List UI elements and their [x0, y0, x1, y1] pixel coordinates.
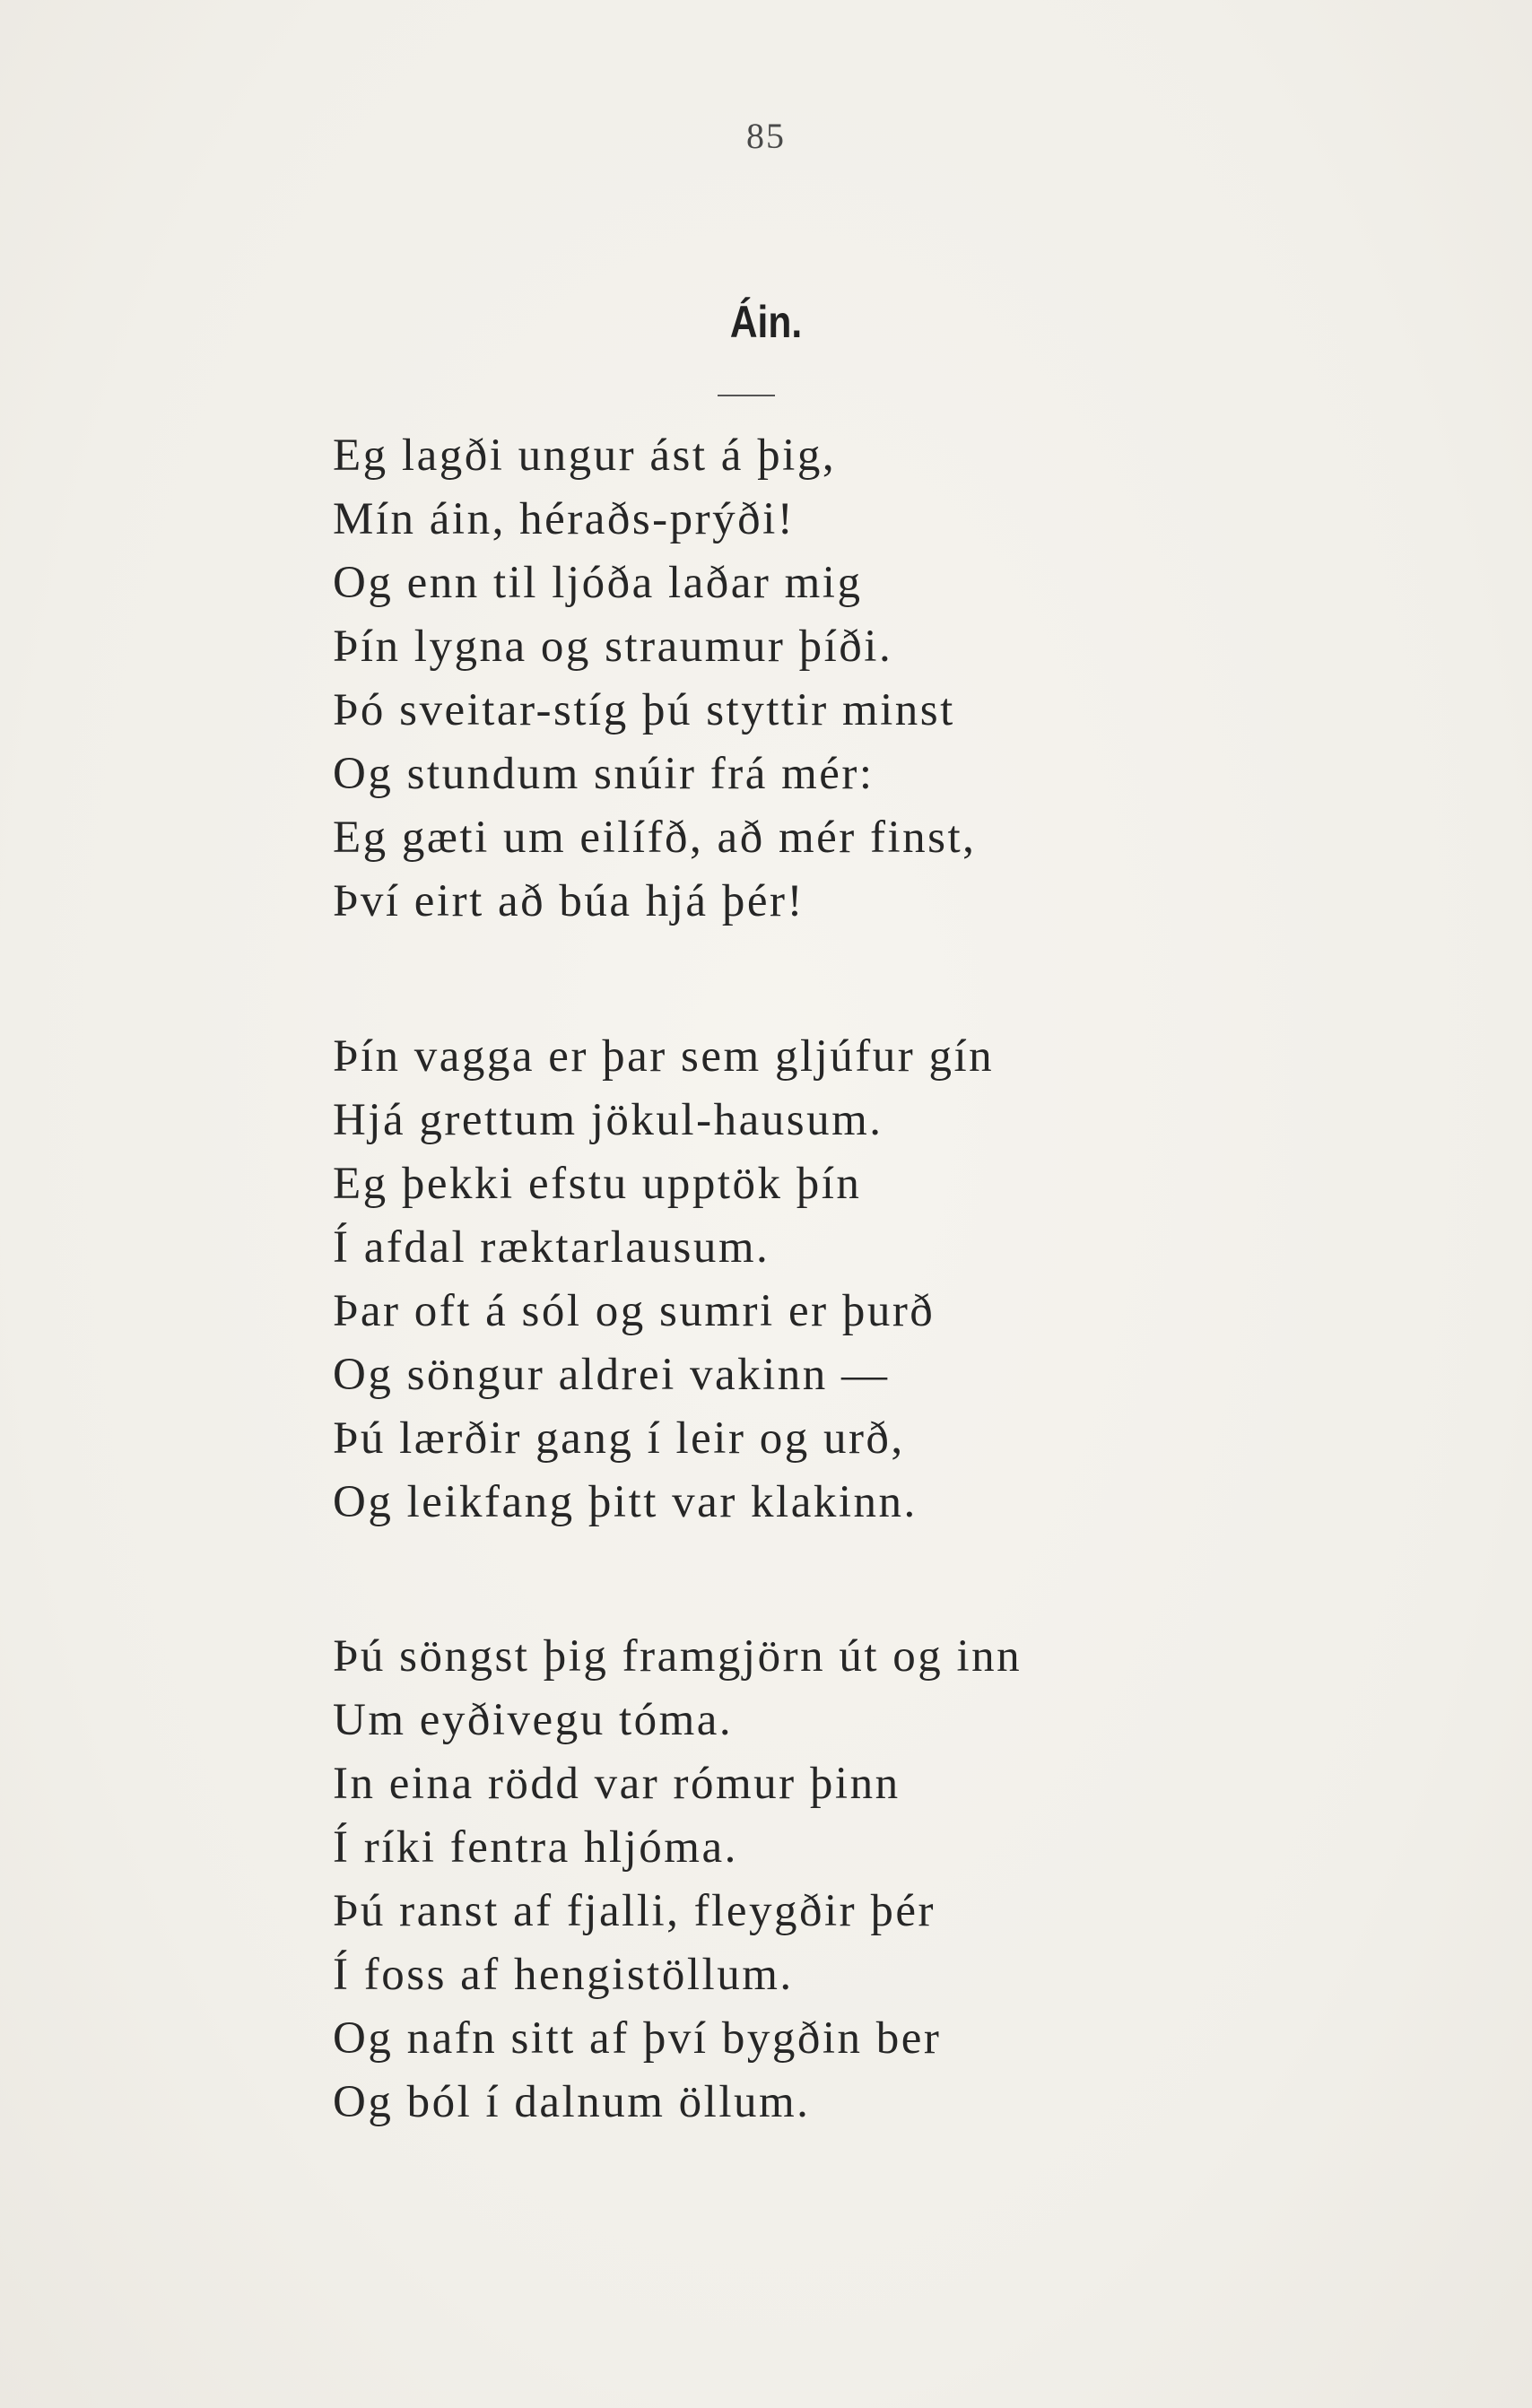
poem-title: Áin. — [729, 297, 803, 347]
poem-line: Í afdal ræktarlausum. — [333, 1222, 770, 1273]
poem-line: Og leikfang þitt var klakinn. — [333, 1477, 918, 1527]
poem-line: Þín lygna og straumur þíði. — [333, 622, 893, 672]
poem-line: Þú söngst þig framgjörn út og inn — [333, 1631, 1023, 1682]
stanza-2 — [333, 1025, 1230, 1534]
poem-line: Því eirt að búa hjá þér! — [333, 876, 805, 926]
stanza-3 — [333, 1625, 1230, 2134]
poem-line: Og ból í dalnum öllum. — [333, 2077, 811, 2127]
poem-line: Eg þekki efstu upptök þín — [333, 1159, 862, 1209]
poem-line: Þar oft á sól og sumri er þurð — [333, 1286, 936, 1336]
poem-line: Eg lagði ungur ást á þig, — [333, 430, 837, 481]
poem-line: Og söngur aldrei vakinn — — [333, 1350, 890, 1400]
stanza-1 — [333, 424, 1230, 934]
poem-line: Um eyðivegu tóma. — [333, 1695, 734, 1745]
poem-line: Og stundum snúir frá mér: — [333, 749, 875, 799]
poem-line: Þú ranst af fjalli, fleygðir þér — [333, 1886, 936, 1936]
poem-line: Mín áin, héraðs-prýði! — [333, 494, 796, 544]
poem-line: Eg gæti um eilífð, að mér finst, — [333, 813, 977, 863]
poem-line: Og enn til ljóða laðar mig — [333, 558, 863, 608]
poem-line: In eina rödd var rómur þinn — [333, 1759, 901, 1809]
poem-line: Þú lærðir gang í leir og urð, — [333, 1413, 905, 1464]
poem-line: Í ríki fentra hljóma. — [333, 1822, 738, 1873]
title-divider — [718, 395, 775, 396]
poem-line: Í foss af hengistöllum. — [333, 1950, 794, 2000]
poem-line: Þín vagga er þar sem gljúfur gín — [333, 1031, 995, 1082]
poem-line: Hjá grettum jökul-hausum. — [333, 1095, 884, 1145]
page-number: 85 — [746, 116, 786, 156]
poem-line: Þó sveitar-stíg þú styttir minst — [333, 685, 955, 735]
poem-line: Og nafn sitt af því bygðin ber — [333, 2013, 942, 2064]
